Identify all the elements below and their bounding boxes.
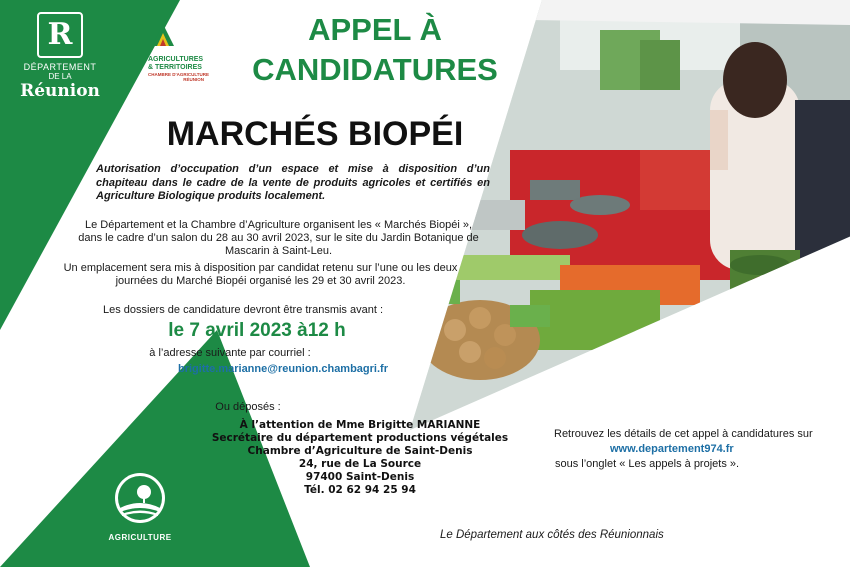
agriculture-label: AGRICULTURE <box>108 533 172 542</box>
address-line: À l’attention de Mme Brigitte MARIANNE <box>239 419 481 431</box>
chambre-logo-line2: & TERRITOIRES <box>148 64 202 71</box>
address-line: 97400 Saint-Denis <box>305 471 415 483</box>
details-info <box>528 427 828 472</box>
website-link[interactable]: www.departement974.fr <box>610 443 734 455</box>
title-line2: CANDIDATURES <box>252 52 498 87</box>
address-line: Secrétaire du département productions végétales <box>211 432 509 444</box>
contact-email-link[interactable]: brigitte.marianne@reunion.chambagri.fr <box>178 363 388 375</box>
subtitle: MARCHÉS BIOPÉI <box>166 115 464 153</box>
paragraph-emplacement: Un emplacement sera mis à disposition par candidat retenu sur l’une ou les deux journées du Marché Biopéi organisé les 29 et 30 avril 2023. <box>63 262 458 287</box>
deadline-date: le 7 avril 2023 à12 h <box>168 320 346 341</box>
field-tree-icon <box>114 472 166 524</box>
address-line: Tél. 02 62 94 25 94 <box>304 484 416 496</box>
intro-paragraph: Autorisation d’occupation d’un espace et mise à disposition d’un chapiteau dans le cadre de la vente de produits agricoles et certifiés en Agriculture Biologique produits localement. <box>96 163 490 202</box>
departement-logo-line2: DE LA <box>48 72 72 81</box>
details-info-line3: sous l’onglet « Les appels à projets ». <box>555 458 740 470</box>
email-intro: à l’adresse suivante par courriel : <box>149 347 311 359</box>
details-info-line1: Retrouvez les détails de cet appel à candidatures sur <box>554 428 813 440</box>
chambre-logo-line1: AGRICULTURES <box>148 56 204 63</box>
departement-logo-mark: R <box>37 12 83 58</box>
postal-address <box>210 419 510 497</box>
chambre-logo-line4: RÉUNION <box>183 77 204 82</box>
agriculture-badge <box>100 472 180 542</box>
departement-logo-line1: DÉPARTEMENT <box>23 62 97 72</box>
address-line: Chambre d’Agriculture de Saint-Denis <box>247 445 473 457</box>
footer-tagline: Le Département aux côtés des Réunionnais <box>440 529 664 541</box>
chambre-agriculture-logo <box>148 20 218 82</box>
address-line: 24, rue de La Source <box>298 458 422 470</box>
chambre-leaf-icon <box>148 20 178 50</box>
chambre-logo-line3: CHAMBRE D'AGRICULTURE <box>148 72 209 77</box>
paragraph-organisation: Le Département et la Chambre d’Agriculture organisent les « Marchés Biopéi », dans le cadre d’un salon du 28 au 30 avril 2023, sur le site du Jardin Botanique de Mascarin à Saint-Leu. <box>78 219 479 257</box>
title-line1: APPEL À <box>308 12 442 47</box>
departement-logo-line3: Réunion <box>20 81 100 101</box>
or-deposit-label: Ou déposés : <box>215 401 281 413</box>
departement-logo <box>14 12 106 101</box>
transmit-intro: Les dossiers de candidature devront être transmis avant : <box>102 304 384 316</box>
